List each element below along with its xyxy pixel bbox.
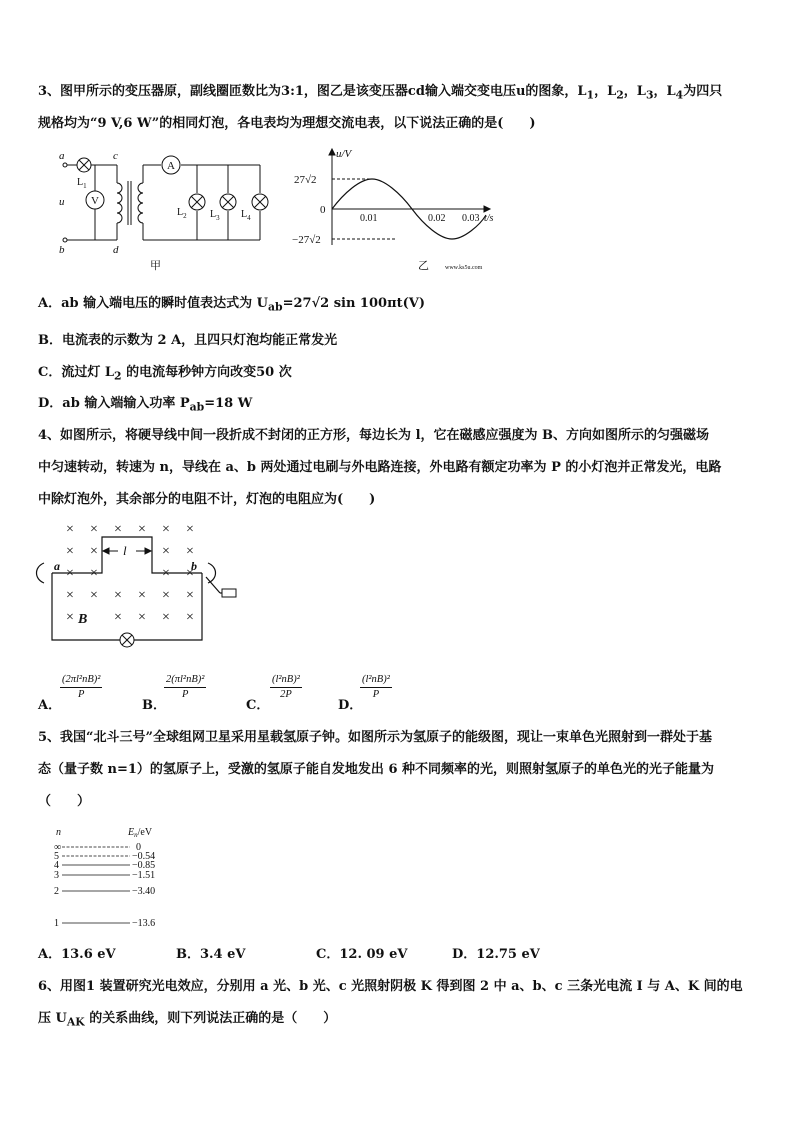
q3-option-a (38, 296, 425, 316)
ammeter-label: A (167, 160, 175, 172)
q3-option-a-pre: A．ab 输入端电压的瞬时值表达式为 U (38, 296, 268, 311)
q3-stem-sep-b: ，L (623, 84, 646, 99)
svg-text:×: × (138, 610, 146, 625)
q5-stem-line2: 态（量子数 n=1）的氢原子上，受激的氢原子能自发地发出 6 种不同频率的光，则照射氢原子的单色光的光子能量为 (38, 762, 715, 777)
svg-text:×: × (90, 522, 98, 537)
q6-stem-line2-post: 的关系曲线，则下列说法正确的是（ ） (84, 1011, 337, 1026)
q4-option-a-denominator: P (77, 689, 85, 700)
q6-stem-line2 (38, 1011, 336, 1031)
level-n-5: 5 (54, 851, 59, 862)
level-e-3: −1.51 (132, 870, 156, 881)
q3-figure-transformer-circuit (55, 145, 275, 275)
q3-option-c-pre: C．流过灯 L (38, 365, 115, 380)
q3-option-d-post: =18 W (204, 396, 253, 411)
energy-axis-label: $E_n/eV$ (128, 827, 153, 839)
q4-option-a-fraction (60, 674, 102, 701)
q5-stem-line1: 5、我国“北斗三号”全球组网卫星采用星载氢原子钟。如图所示为氢原子的能级图，现让一束单色光照射到一群处于基 (38, 730, 713, 745)
origin-label: 0 (320, 204, 326, 216)
label-a: a (54, 559, 60, 573)
figure-caption-jia: 甲 (150, 260, 161, 272)
q3-stem-sep-c: ，L (653, 84, 676, 99)
q5-energy-level-diagram (50, 825, 190, 930)
q4-option-c-denominator: 2P (280, 689, 292, 700)
svg-text:×: × (138, 588, 146, 603)
q4-option-d-label: D． (338, 698, 363, 713)
svg-text:×: × (114, 588, 122, 603)
q5-option-b: B．3.4 eV (176, 947, 246, 962)
q3-option-c-sub: 2 (114, 369, 122, 383)
svg-text:×: × (186, 544, 194, 559)
level-e-5: −0.54 (132, 851, 156, 862)
lamp-icon (120, 633, 134, 647)
q5-stem-line3: （ ） (38, 794, 91, 809)
q4-option-c-fraction (270, 674, 302, 701)
level-e-inf: 0 (136, 842, 141, 853)
q4-option-d-numerator: (l²nB)² (360, 674, 392, 688)
label-d: d (113, 244, 119, 256)
q3-option-d-pre: D．ab 输入端输入功率 P (38, 396, 190, 411)
q4-option-c-label: C． (246, 698, 270, 713)
svg-text:×: × (66, 544, 74, 559)
label-b: b (59, 244, 65, 256)
label-l3: $L_3$ (210, 209, 220, 222)
lamp-l2-icon (189, 194, 205, 210)
q3-figure-voltage-graph (290, 145, 520, 275)
q4-stem-line2: 中匀速转动，转速为 n，导线在 a、b 两处通过电刷与外电路连接，外电路有额定功率为 P 的小灯泡并正常发光，电路 (38, 460, 722, 475)
svg-text:×: × (114, 522, 122, 537)
svg-text:×: × (162, 522, 170, 537)
q3-stem-sub-1: 1 (586, 88, 595, 102)
q3-option-a-post: =27√2 sin 100πt(V) (282, 296, 425, 311)
svg-text:×: × (162, 588, 170, 603)
label-l2: $L_2$ (177, 207, 187, 220)
q6-stem-line2-sub: AK (66, 1015, 85, 1029)
y-max-label: 27√2 (294, 174, 317, 186)
q3-stem-line1 (38, 84, 722, 104)
lamp-l4-icon (252, 194, 268, 210)
q3-stem-sep-a: ，L (594, 84, 617, 99)
bent-wire (52, 537, 202, 573)
external-circuit (52, 573, 120, 640)
terminal-a (63, 163, 67, 167)
q4-option-b-numerator: 2(πl²nB)² (164, 674, 206, 688)
level-e-1: −13.6 (132, 918, 156, 929)
q4-option-a-numerator: (2πl²nB)² (60, 674, 102, 688)
svg-text:×: × (186, 610, 194, 625)
q3-option-a-sub: ab (268, 300, 283, 314)
q3-option-c (38, 365, 292, 385)
level-n-inf: ∞ (54, 842, 62, 853)
svg-text:×: × (66, 610, 74, 625)
level-n-3: 3 (54, 870, 59, 881)
svg-text:×: × (162, 610, 170, 625)
level-e-4: −0.85 (132, 860, 156, 871)
q6-stem-line2-pre: 压 U (38, 1011, 67, 1026)
y-min-label: −27√2 (292, 234, 321, 246)
q3-option-c-post: 的电流每秒钟方向改变50 次 (121, 365, 292, 380)
q4-option-c-numerator: (l²nB)² (270, 674, 302, 688)
x-tick-002: 0.02 (428, 213, 446, 224)
svg-text:×: × (66, 566, 74, 581)
q6-stem-line1: 6、用图1 装置研究光电效应，分别用 a 光、b 光、c 光照射阴极 K 得到图 2 中 a、b、c 三条光电流 I 与 A、K 间的电 (38, 979, 743, 994)
q4-option-b-denominator: P (181, 689, 189, 700)
q3-stem-line2: 规格均为“9 V,6 W”的相同灯泡，各电表均为理想交流电表，以下说法正确的是( ) (38, 116, 536, 131)
label-l1: $L_1$ (77, 177, 87, 190)
q4-option-d-fraction (360, 674, 392, 701)
x-axis-label: t/s (484, 213, 494, 224)
svg-text:×: × (90, 566, 98, 581)
level-n-4: 4 (54, 860, 59, 871)
label-a: a (59, 150, 65, 162)
level-e-2: −3.40 (132, 886, 156, 897)
q4-option-b-label: B． (142, 698, 166, 713)
label-b: b (191, 559, 197, 573)
figure-caption-yi: 乙 (418, 260, 429, 272)
q3-option-b: B．电流表的示数为 2 A，且四只灯泡均能正常发光 (38, 333, 338, 348)
svg-text:×: × (138, 522, 146, 537)
q3-stem-sub-3: 3 (645, 88, 654, 102)
level-n-2: 2 (54, 886, 59, 897)
q3-option-d-sub: ab (189, 400, 205, 414)
lamp-l1-icon (77, 158, 91, 172)
y-axis-label: u/V (336, 148, 352, 160)
q3-stem-text: 3、图甲所示的变压器原，副线圈匝数比为3:1，图乙是该变压器cd输入端交变电压u的图象，L (38, 84, 587, 99)
svg-text:×: × (90, 544, 98, 559)
svg-text:×: × (114, 610, 122, 625)
svg-text:×: × (186, 566, 194, 581)
terminal-b (63, 238, 67, 242)
lamp-l3-icon (220, 194, 236, 210)
watermark: www.ks5u.com (445, 265, 483, 271)
q5-option-a: A．13.6 eV (38, 947, 116, 962)
q4-figure-rotating-loop (30, 515, 250, 655)
label-u: u (59, 196, 65, 208)
q4-option-d-denominator: P (372, 689, 380, 700)
q5-option-d: D．12.75 eV (452, 947, 540, 962)
crank-handle-icon (222, 589, 236, 597)
svg-text:×: × (90, 588, 98, 603)
q3-stem-tail: 为四只 (683, 84, 723, 99)
level-n-1: 1 (54, 918, 59, 929)
svg-text:×: × (186, 588, 194, 603)
q4-stem-line3: 中除灯泡外，其余部分的电阻不计，灯泡的电阻应为( ) (38, 492, 376, 507)
svg-text:×: × (186, 522, 194, 537)
svg-text:×: × (66, 588, 74, 603)
q5-option-c: C．12. 09 eV (316, 947, 408, 962)
svg-text:×: × (162, 566, 170, 581)
q3-stem-sub-2: 2 (616, 88, 624, 102)
q3-option-d (38, 396, 252, 416)
svg-text:×: × (162, 544, 170, 559)
label-l4: $L_4$ (241, 209, 251, 222)
q4-stem-line1: 4、如图所示，将硬导线中间一段折成不封闭的正方形，每边长为 l，它在磁感应强度为 B、方向如图所示的匀强磁场 (38, 428, 710, 443)
q4-option-a-label: A． (38, 698, 62, 713)
svg-text:×: × (66, 522, 74, 537)
label-c: c (113, 150, 118, 162)
label-B: B (78, 612, 88, 627)
q3-stem-sub-4: 4 (675, 88, 684, 102)
x-tick-003: 0.03 (462, 213, 480, 224)
n-axis-label: n (56, 827, 61, 838)
q4-option-b-fraction (164, 674, 206, 701)
label-l: l (123, 543, 127, 558)
x-tick-001: 0.01 (360, 213, 378, 224)
voltmeter-label: V (91, 195, 99, 207)
